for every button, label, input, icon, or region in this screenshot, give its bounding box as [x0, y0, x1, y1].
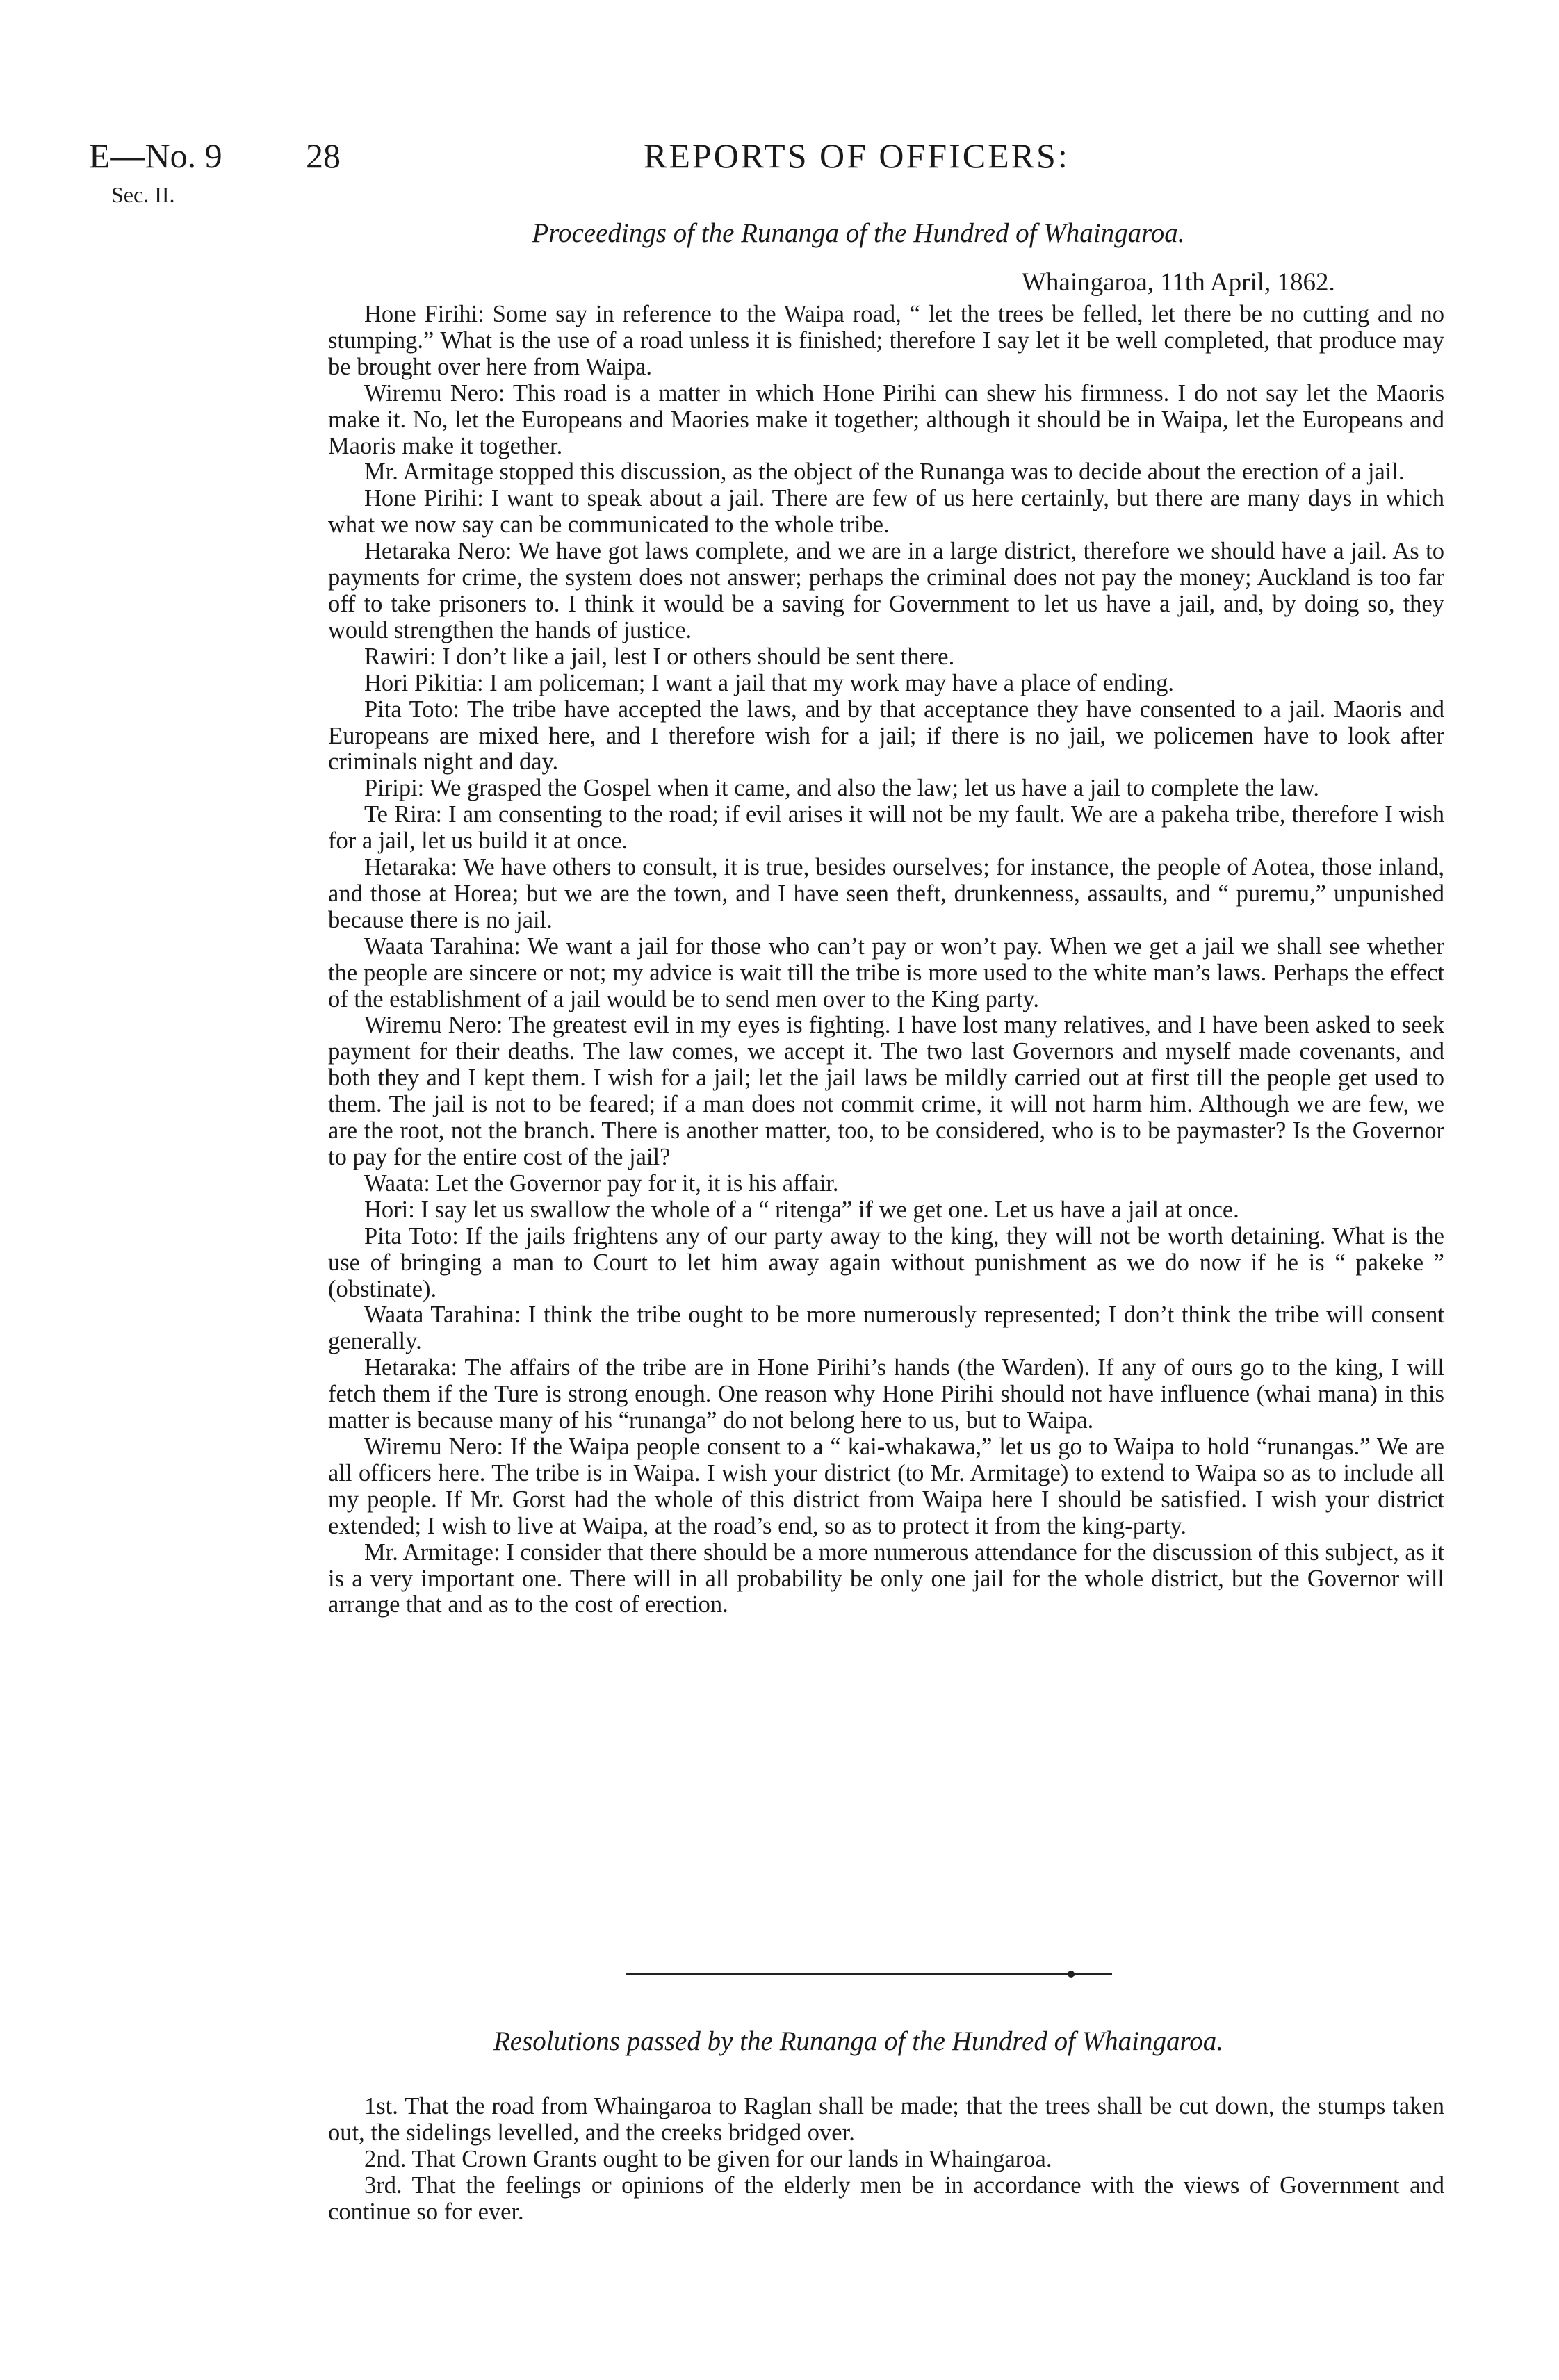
paragraph: Hetaraka: The affairs of the tribe are in Hone Pirihi’s hands (the Warden). If any of ours go to the king, I will fetch them if the Ture is strong enough. One reason why Hone Pirihi should not have influence (whai mana) in this matter is because many of his “runanga” do not belong here to us, but to Waipa.: [328, 1354, 1444, 1434]
section-label: Sec. II.: [111, 182, 175, 207]
paragraph: Pita Toto: The tribe have accepted the laws, and by that acceptance they have consented to a jail. Maoris and Europeans are mixed here, and I therefore wish for a jail; if there is no jail, we policemen have to look after criminals night and day.: [328, 696, 1444, 775]
paragraph: Hori Pikitia: I am policeman; I want a jail that my work may have a place of ending.: [364, 669, 1174, 696]
paragraph: Te Rira: I am consenting to the road; if evil arises it will not be my fault. We are a pakeha tribe, therefore I wish for a jail, let us build it at once.: [328, 801, 1444, 855]
resolutions-title: Resolutions passed by the Runanga of the Hundred of Whaingaroa.: [493, 2026, 1223, 2056]
paragraph: Piripi: We grasped the Gospel when it came, and also the law; let us have a jail to complete the law.: [364, 775, 1319, 802]
document-reference: E—No. 9: [89, 136, 222, 175]
section-divider: [626, 1973, 1112, 1975]
divider-ornament: [1068, 1971, 1075, 1978]
paragraph: Wiremu Nero: The greatest evil in my eyes is fighting. I have lost many relatives, and I have been asked to seek payment for their deaths. The law comes, we accept it. The two last Governors and myself made covenants, and both they and I kept them. I wish for a jail; let the jail laws be mildly carried out at first till the people get used to them. The jail is not to be feared; if a man does not commit crime, it will not harm him. Although we are few, we are the root, not the branch. There is another matter, too, to be considered, who is to be paymaster? Is the Governor to pay for the entire cost of the jail?: [328, 1012, 1444, 1170]
paragraph: Hone Firihi: Some say in reference to the Waipa road, “ let the trees be felled, let there be no cutting and no stumping.” What is the use of a road unless it is finished; therefore I say let it be well completed, that produce may be brought over here from Waipa.: [328, 301, 1444, 380]
paragraph: Waata Tarahina: We want a jail for those who can’t pay or won’t pay. When we get a jail we shall see whether the people are sincere or not; my advice is wait till the tribe is more used to the white man’s laws. Perhaps the effect of the establishment of a jail would be to send men over to the King party.: [328, 933, 1444, 1012]
paragraph: Hetaraka: We have others to consult, it is true, besides ourselves; for instance, the people of Aotea, those inland, and those at Horea; but we are the town, and I have seen theft, drunkenness, assaults, and “ puremu,” unpunished because there is no jail.: [328, 854, 1444, 933]
paragraph: Wiremu Nero: If the Waipa people consent to a “ kai-whakawa,” let us go to Waipa to hold “runangas.” We are all officers here. The tribe is in Waipa. I wish your district (to Mr. Armitage) to extend to Waipa so as to include all my people. If Mr. Gorst had the whole of this district from Waipa here I should be satisfied. I wish your district extended; I wish to live at Waipa, at the road’s end, so as to protect it from the king-party.: [328, 1433, 1444, 1539]
resolutions-list: [328, 2093, 1444, 2225]
running-title: REPORTS OF OFFICERS:: [644, 136, 1070, 175]
paragraph: Hori: I say let us swallow the whole of a “ ritenga” if we get one. Let us have a jail at once.: [364, 1196, 1239, 1223]
paragraph: Pita Toto: If the jails frightens any of our party away to the king, they will not be worth detaining. What is the use of bringing a man to Court to let him away again without punishment as we do now if he is “ pakeke ” (obstinate).: [328, 1222, 1444, 1302]
paragraph: Hetaraka Nero: We have got laws complete, and we are in a large district, therefore we should have a jail. As to payments for crime, the system does not answer; perhaps the criminal does not pay the money; Auckland is too far off to take prisoners to. I think it would be a saving for Government to let us have a jail, and, by doing so, they would strengthen the hands of justice.: [328, 538, 1444, 643]
proceedings-body: [328, 302, 1444, 1618]
resolution-item: 3rd. That the feelings or opinions of the elderly men be in accordance with the views of Government and continue so for ever.: [328, 2172, 1444, 2225]
dateline: Whaingaroa, 11th April, 1862.: [1022, 268, 1335, 297]
paragraph: Mr. Armitage stopped this discussion, as the object of the Runanga was to decide about the erection of a jail.: [364, 459, 1405, 486]
paragraph: Wiremu Nero: This road is a matter in which Hone Pirihi can shew his firmness. I do not say let the Maoris make it. No, let the Europeans and Maories make it together; although it should be in Waipa, let the Europeans and Maoris make it together.: [328, 379, 1444, 459]
paragraph: Hone Pirihi: I want to speak about a jail. There are few of us here certainly, but there are many days in which what we now say can be communicated to the whole tribe.: [328, 485, 1444, 539]
proceedings-title: Proceedings of the Runanga of the Hundred of Whaingaroa.: [532, 218, 1185, 248]
resolution-item: 1st. That the road from Whaingaroa to Raglan shall be made; that the trees shall be cut down, the stumps taken out, the sidelings levelled, and the creeks bridged over.: [328, 2093, 1444, 2146]
paragraph: Waata Tarahina: I think the tribe ought to be more numerously represented; I don’t think the tribe will consent generally.: [328, 1302, 1444, 1355]
page-number: 28: [306, 136, 341, 175]
paragraph: Rawiri: I don’t like a jail, lest I or others should be sent there.: [364, 643, 955, 670]
paragraph: Mr. Armitage: I consider that there should be a more numerous attendance for the discussion of this subject, as it is a very important one. There will in all probability be only one jail for the whole district, but the Governor will arrange that and as to the cost of erection.: [328, 1538, 1444, 1618]
resolution-item: 2nd. That Crown Grants ought to be given for our lands in Whaingaroa.: [364, 2146, 1052, 2172]
paragraph: Waata: Let the Governor pay for it, it is his affair.: [364, 1170, 839, 1197]
